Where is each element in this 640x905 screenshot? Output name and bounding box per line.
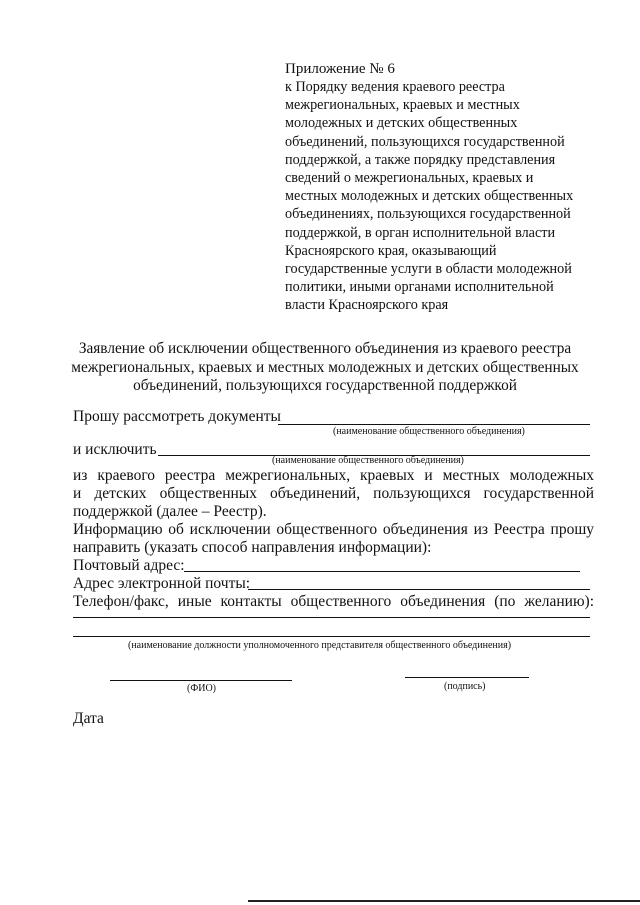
contacts-field[interactable] <box>73 617 590 618</box>
appendix-line: политики, иными органами исполнительной <box>285 279 554 296</box>
phone-label: Телефон/факс, иные контакты общественного объединения (по желанию): <box>73 593 594 610</box>
exclude-label: и исключить <box>73 441 157 458</box>
info-line: направить (указать способ направления информации): <box>73 539 432 556</box>
page-edge-divider <box>248 900 640 902</box>
appendix-number: Приложение № 6 <box>285 61 395 77</box>
postal-address-field[interactable] <box>184 571 580 572</box>
exclude-organization-caption: (наименование общественного объединения) <box>272 455 464 466</box>
position-field[interactable] <box>73 636 590 637</box>
email-field[interactable] <box>248 589 590 590</box>
position-caption: (наименование должности уполномоченного представителя общественного объединения) <box>128 640 512 651</box>
date-label: Дата <box>73 710 104 727</box>
email-label: Адрес электронной почты: <box>73 575 251 592</box>
appendix-line: поддержкой, а также порядку представления <box>285 151 556 168</box>
appendix-line: местных молодежных и детских общественных <box>285 188 574 205</box>
document-title <box>60 340 590 396</box>
organization-name-field[interactable] <box>278 424 590 425</box>
appendix-line: молодежных и детских общественных <box>285 115 518 132</box>
appendix-line: к Порядку ведения краевого реестра <box>285 79 505 95</box>
appendix-line: объединениях, пользующихся государственной <box>285 206 571 223</box>
appendix-line: Красноярского края, оказывающий <box>285 242 497 259</box>
title-line: объединений, пользующихся государственной поддержкой <box>133 377 517 394</box>
title-line: Заявление об исключении общественного объединения из краевого реестра <box>78 340 572 357</box>
signature-caption: (подпись) <box>444 681 486 692</box>
appendix-line: государственные услуги в области молодежной <box>285 261 572 278</box>
appendix-line: объединений, пользующихся государственной <box>285 133 565 150</box>
registry-line: и детских общественных объединений, пользующихся государственной <box>73 485 594 502</box>
request-label: Прошу рассмотреть документы <box>73 408 281 425</box>
fio-field[interactable] <box>110 680 292 681</box>
registry-line: из краевого реестра межрегиональных, краевых и местных молодежных <box>73 467 594 484</box>
organization-name-caption: (наименование общественного объединения) <box>333 426 525 437</box>
registry-line: поддержкой (далее – Реестр). <box>73 503 267 520</box>
appendix-line: власти Красноярского края <box>285 297 449 314</box>
fio-caption: (ФИО) <box>187 683 217 694</box>
title-line: межрегиональных, краевых и местных молодежных и детских общественных <box>71 358 579 376</box>
appendix-header <box>285 60 615 315</box>
postal-label: Почтовый адрес: <box>73 557 185 574</box>
appendix-line: сведений о межрегиональных, краевых и <box>285 170 534 187</box>
signature-field[interactable] <box>405 677 529 678</box>
info-line: Информацию об исключении общественного объединения из Реестра прошу <box>73 521 594 538</box>
appendix-line: межрегиональных, краевых и местных <box>285 97 520 114</box>
appendix-line: поддержкой, в орган исполнительной власти <box>285 224 556 241</box>
